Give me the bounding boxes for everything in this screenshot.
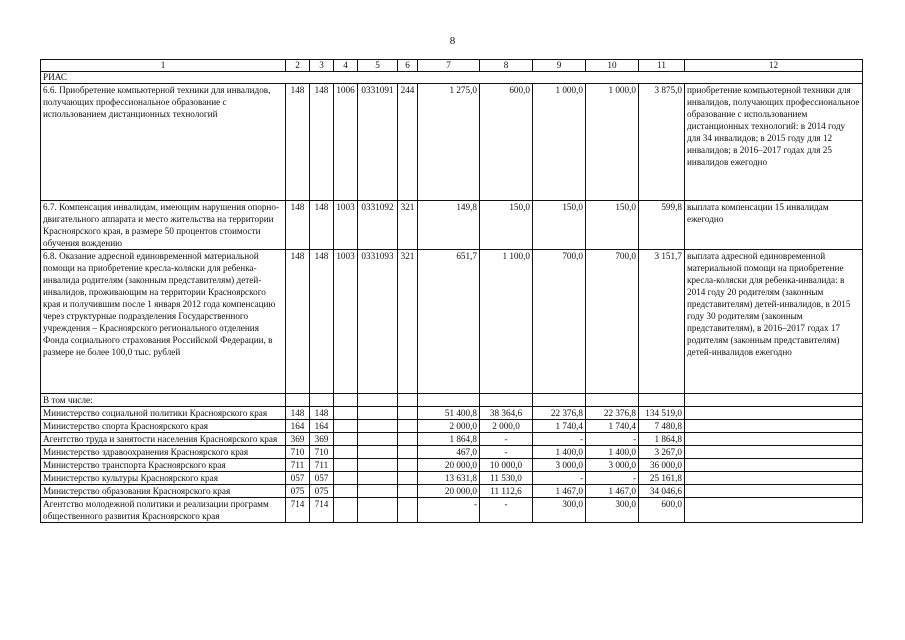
cell: 714 <box>286 498 310 523</box>
empty-cell <box>398 420 418 433</box>
row-note: выплата адресной единовременной материальной помощи на приобретение кресла-коляски для ребенка-инвалида: в 2014 году 20 родителям (законным представителям) детей-инвалидов, в 2015 году 30 родителям (законным представителям), в 2016–2017 годах 17 родителям (законным представителям) детей-инвалидов ежегодно <box>685 250 863 394</box>
cell: 321 <box>398 250 418 394</box>
cell: 22 376,8 <box>533 407 586 420</box>
empty-cell <box>358 472 398 485</box>
cell: 148 <box>286 250 310 394</box>
cell: 22 376,8 <box>586 407 639 420</box>
cell: 1 740,4 <box>586 420 639 433</box>
empty-cell <box>334 459 358 472</box>
cell: 164 <box>310 420 334 433</box>
empty-cell <box>398 407 418 420</box>
cell: 150,0 <box>533 201 586 250</box>
empty-cell <box>358 485 398 498</box>
empty-cell <box>358 420 398 433</box>
empty-cell <box>685 459 863 472</box>
cell: 075 <box>286 485 310 498</box>
col-header: 6 <box>398 60 418 72</box>
agency-name: Министерство образования Красноярского края <box>41 485 286 498</box>
col-header: 10 <box>586 60 639 72</box>
agency-row <box>41 472 863 485</box>
cell: 3 875,0 <box>639 84 685 201</box>
cell: 244 <box>398 84 418 201</box>
table-row <box>41 84 863 201</box>
cell: 0331091 <box>358 84 398 201</box>
cell: 1 000,0 <box>586 84 639 201</box>
cell: 711 <box>310 459 334 472</box>
agency-name: Агентство молодежной политики и реализации программ общественного развития Красноярского края <box>41 498 286 523</box>
cell: 11 112,6 <box>480 485 533 498</box>
empty-cell <box>398 433 418 446</box>
empty-cell <box>334 472 358 485</box>
cell: 057 <box>310 472 334 485</box>
agency-row <box>41 459 863 472</box>
col-header: 5 <box>358 60 398 72</box>
budget-table <box>40 59 863 523</box>
agency-row <box>41 485 863 498</box>
col-header: 8 <box>480 60 533 72</box>
cell: 150,0 <box>480 201 533 250</box>
empty-cell <box>358 446 398 459</box>
cell: 0331093 <box>358 250 398 394</box>
cell: 0331092 <box>358 201 398 250</box>
cell: 1 000,0 <box>533 84 586 201</box>
cell: 148 <box>286 201 310 250</box>
empty-cell <box>398 459 418 472</box>
empty-cell <box>685 420 863 433</box>
cell: 1 467,0 <box>586 485 639 498</box>
cell: 7 480,8 <box>639 420 685 433</box>
col-header: 3 <box>310 60 334 72</box>
col-header: 9 <box>533 60 586 72</box>
cell: 3 000,0 <box>533 459 586 472</box>
empty-cell <box>334 420 358 433</box>
cell: 25 161,8 <box>639 472 685 485</box>
cell: 369 <box>286 433 310 446</box>
row-name: 6.7. Компенсация инвалидам, имеющим нарушения опорно-двигательного аппарата и место жительства на территории Красноярского края, в размере 50 процентов стоимости обучения вождению <box>41 201 286 250</box>
agency-name: Министерство социальной политики Красноярского края <box>41 407 286 420</box>
cell: 075 <box>310 485 334 498</box>
page-number: 8 <box>449 35 456 47</box>
cell: 10 000,0 <box>480 459 533 472</box>
cell: 057 <box>286 472 310 485</box>
agency-name: Министерство культуры Красноярского края <box>41 472 286 485</box>
cell: 2 000,0 <box>418 420 480 433</box>
col-header: 12 <box>685 60 863 72</box>
including-label: В том числе: <box>41 394 286 407</box>
cell: 164 <box>286 420 310 433</box>
empty-cell <box>685 446 863 459</box>
empty-cell <box>685 407 863 420</box>
empty-cell <box>334 485 358 498</box>
cell: 13 631,8 <box>418 472 480 485</box>
cell: - <box>586 472 639 485</box>
table-row <box>41 201 863 250</box>
cell: 300,0 <box>586 498 639 523</box>
empty-cell <box>358 433 398 446</box>
empty-cell <box>398 485 418 498</box>
cell: 651,7 <box>418 250 480 394</box>
cell: 148 <box>310 407 334 420</box>
cell: - <box>533 472 586 485</box>
cell: 321 <box>398 201 418 250</box>
empty-cell <box>334 498 358 523</box>
empty-cell <box>334 446 358 459</box>
cell: 38 364,6 <box>480 407 533 420</box>
cell: 3 000,0 <box>586 459 639 472</box>
cell: - <box>480 433 533 446</box>
cell: 148 <box>286 407 310 420</box>
cell: - <box>480 498 533 523</box>
cell: 1006 <box>334 84 358 201</box>
agency-name: Министерство спорта Красноярского края <box>41 420 286 433</box>
agency-row <box>41 420 863 433</box>
agency-row <box>41 498 863 523</box>
row-name: 6.8. Оказание адресной единовременной материальной помощи на приобретение кресла-коляски для ребенка-инвалида родителям (законным представителям) детей-инвалидов, проживающим на территории Красноярского края и получившим после 1 января 2012 года компенсацию через структурные подразделения Государственного учреждения – Красноярского регионального отделения Фонда социального страхования Российской Федерации, в размере не более 100,0 тыс. рублей <box>41 250 286 394</box>
col-header: 7 <box>418 60 480 72</box>
cell: 369 <box>310 433 334 446</box>
cell: 700,0 <box>533 250 586 394</box>
cell: 1 467,0 <box>533 485 586 498</box>
empty-cell <box>358 407 398 420</box>
cell: 36 000,0 <box>639 459 685 472</box>
cell: 149,8 <box>418 201 480 250</box>
cell: 148 <box>310 250 334 394</box>
empty-cell <box>398 446 418 459</box>
empty-cell <box>334 433 358 446</box>
empty-cell <box>398 472 418 485</box>
including-row <box>41 394 863 407</box>
cell: 1 100,0 <box>480 250 533 394</box>
cell: - <box>586 433 639 446</box>
cell: 1 864,8 <box>639 433 685 446</box>
agency-row <box>41 407 863 420</box>
agency-name: Агентство труда и занятости населения Красноярского края <box>41 433 286 446</box>
column-number-row <box>41 60 863 72</box>
cell: 1003 <box>334 201 358 250</box>
cell: 711 <box>286 459 310 472</box>
cell: 1 740,4 <box>533 420 586 433</box>
cell: 600,0 <box>639 498 685 523</box>
cell: 2 000,0 <box>480 420 533 433</box>
cell: 3 151,7 <box>639 250 685 394</box>
cell: 600,0 <box>480 84 533 201</box>
row-name: 6.6. Приобретение компьютерной техники для инвалидов, получающих профессиональное образование с использованием дистанционных технологий <box>41 84 286 201</box>
cell: 11 530,0 <box>480 472 533 485</box>
col-header: 2 <box>286 60 310 72</box>
cell: 148 <box>310 84 334 201</box>
cell: 1003 <box>334 250 358 394</box>
section-row <box>41 72 863 84</box>
cell: 20 000,0 <box>418 485 480 498</box>
cell: 714 <box>310 498 334 523</box>
cell: 1 400,0 <box>533 446 586 459</box>
cell: 148 <box>286 84 310 201</box>
col-header: 4 <box>334 60 358 72</box>
empty-cell <box>398 498 418 523</box>
agency-row <box>41 446 863 459</box>
cell: 710 <box>310 446 334 459</box>
cell: 467,0 <box>418 446 480 459</box>
table-row <box>41 250 863 394</box>
cell: 51 400,8 <box>418 407 480 420</box>
empty-cell <box>358 459 398 472</box>
col-header: 11 <box>639 60 685 72</box>
cell: 3 267,0 <box>639 446 685 459</box>
cell: 700,0 <box>586 250 639 394</box>
empty-cell <box>685 433 863 446</box>
empty-cell <box>685 485 863 498</box>
cell: 150,0 <box>586 201 639 250</box>
cell: 148 <box>310 201 334 250</box>
cell: 710 <box>286 446 310 459</box>
row-note: выплата компенсации 15 инвалидам ежегодно <box>685 201 863 250</box>
agency-row <box>41 433 863 446</box>
cell: - <box>533 433 586 446</box>
cell: - <box>480 446 533 459</box>
empty-cell <box>358 498 398 523</box>
agency-name: Министерство здравоохранения Красноярского края <box>41 446 286 459</box>
section-title: РИАС <box>41 72 863 84</box>
cell: 20 000,0 <box>418 459 480 472</box>
empty-cell <box>334 407 358 420</box>
cell: - <box>418 498 480 523</box>
cell: 1 864,8 <box>418 433 480 446</box>
empty-cell <box>685 472 863 485</box>
empty-cell <box>685 498 863 523</box>
col-header: 1 <box>41 60 286 72</box>
cell: 134 519,0 <box>639 407 685 420</box>
cell: 34 046,6 <box>639 485 685 498</box>
cell: 300,0 <box>533 498 586 523</box>
cell: 1 275,0 <box>418 84 480 201</box>
row-note: приобретение компьютерной техники для инвалидов, получающих профессиональное образование с использованием дистанционных технологий: в 2014 году для 34 инвалидов; в 2015 году для 12 инвалидов; в 2016–2017 годах для 25 инвалидов ежегодно <box>685 84 863 201</box>
agency-name: Министерство транспорта Красноярского края <box>41 459 286 472</box>
cell: 599,8 <box>639 201 685 250</box>
cell: 1 400,0 <box>586 446 639 459</box>
